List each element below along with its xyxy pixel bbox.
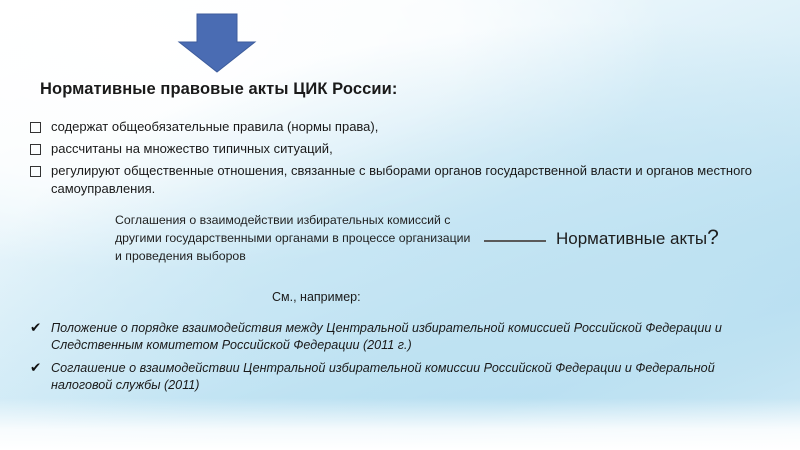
list-item xyxy=(30,140,778,158)
square-bullet-icon xyxy=(30,166,41,177)
list-item xyxy=(30,360,730,395)
question-mark: ? xyxy=(707,226,719,249)
check-icon: ✔ xyxy=(30,320,42,335)
bullet-list xyxy=(30,118,778,202)
page-title: Нормативные правовые акты ЦИК России: xyxy=(40,80,398,98)
list-item-label: рассчитаны на множество типичных ситуаций, xyxy=(51,140,333,156)
examples-list xyxy=(30,320,730,400)
list-item-label: регулируют общественные отношения, связанные с выборами органов государственной власти и органов местного самоуправления. xyxy=(51,162,753,196)
normative-acts-callout xyxy=(556,226,719,250)
agreement-note: Соглашения о взаимодействии избирательных комиссий с другими государственными органами в процессе организации и проведения выборов xyxy=(115,213,471,263)
list-item xyxy=(30,320,730,355)
check-icon: ✔ xyxy=(30,359,42,375)
connector-line xyxy=(484,240,546,242)
down-arrow-icon xyxy=(175,12,259,74)
square-bullet-icon xyxy=(30,144,41,155)
list-item xyxy=(30,162,778,198)
list-item-label: содержат общеобязательные правила (нормы права), xyxy=(51,119,379,134)
normative-acts-text: Нормативные акты xyxy=(556,229,708,248)
list-item xyxy=(30,118,778,136)
square-bullet-icon xyxy=(30,122,41,133)
see-example-label: См., например: xyxy=(272,290,361,304)
list-item-label: Положение о порядке взаимодействия между Центральной избирательной комиссией Российской Федерации и Следственным комитетом Российской Федерации (2011 г.) xyxy=(51,321,722,353)
list-item-label: Соглашение о взаимодействии Центральной избирательной комиссии Российской Федерации и Федеральной налоговой службы (2011) xyxy=(51,360,715,393)
